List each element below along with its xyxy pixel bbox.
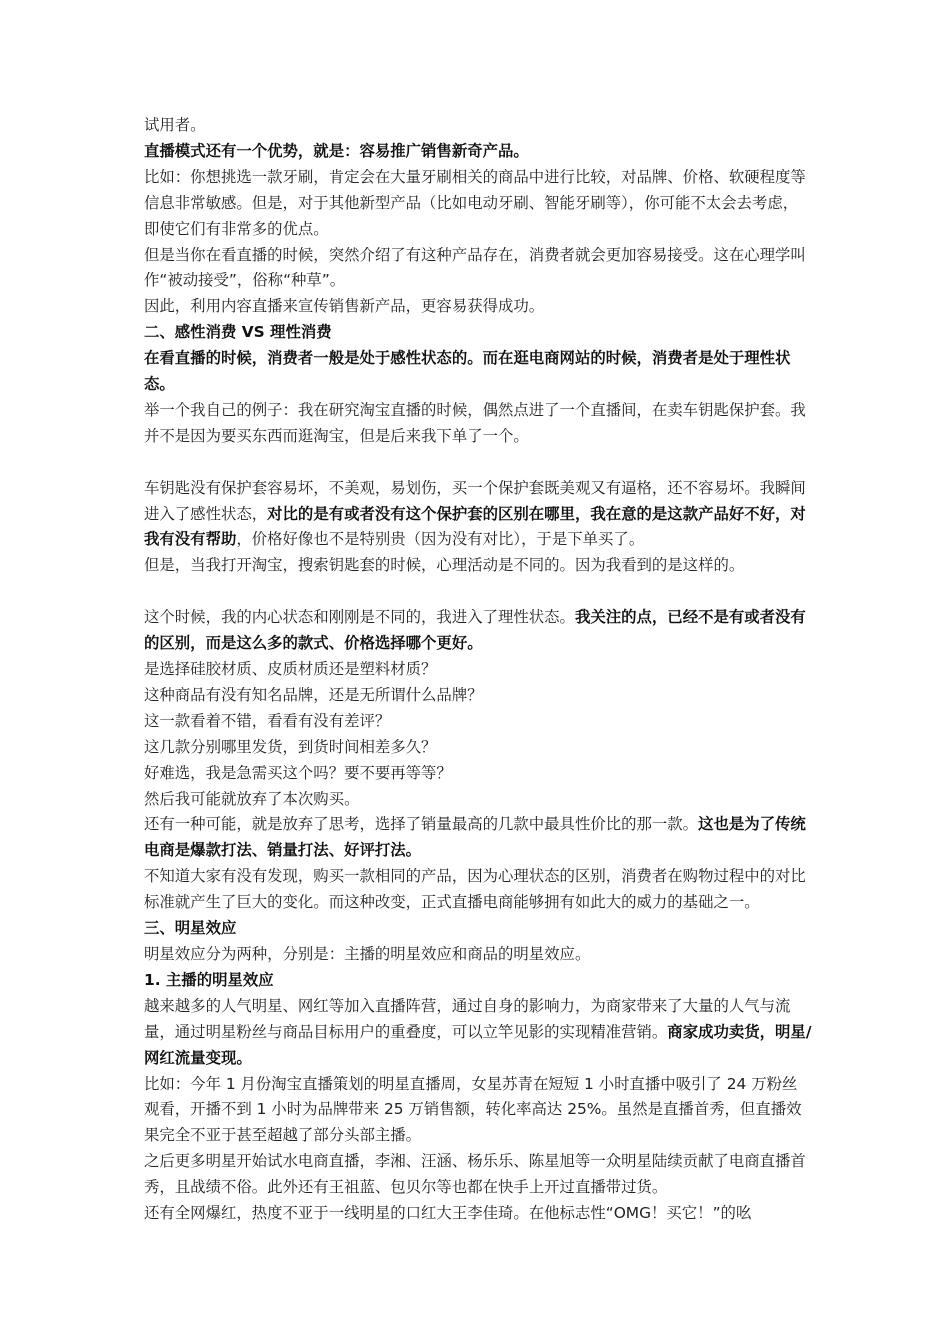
body-text: 试用者。 bbox=[144, 116, 206, 134]
body-text: 举一个我自己的例子：我在研究淘宝直播的时候，偶然点进了一个直播间，在卖车钥匙保护套。我并不是因为要买东西而逛淘宝，但是后来我下单了一个。 bbox=[144, 400, 806, 445]
bold-text: 三、明星效应 bbox=[144, 919, 237, 938]
body-text: 因此，利用内容直播来宣传销售新产品，更容易获得成功。 bbox=[144, 297, 545, 316]
bold-text: 商家成功卖货，明星/网红流量变现。 bbox=[144, 1022, 812, 1067]
paragraph bbox=[144, 735, 812, 761]
body-text: 好难选，我是急需买这个吗？要不要再等等？ bbox=[144, 763, 452, 782]
paragraph bbox=[144, 165, 812, 243]
body-text: 比如：你想挑选一款牙刷，肯定会在大量牙刷相关的商品中进行比较，对品牌、价格、软硬程度等信息非常敏感。但是，对于其他新型产品（比如电动牙刷、智能牙刷等），你可能不太会去考虑，即使它们有非常多的优点。 bbox=[144, 167, 806, 238]
paragraph bbox=[144, 994, 812, 1072]
paragraph bbox=[144, 398, 812, 450]
body-text: 还有一种可能，就是放弃了思考，选择了销量最高的几款中最具性价比的那一款。 bbox=[144, 815, 699, 834]
body-text: 这几款分别哪里发货，到货时间相差多久？ bbox=[144, 737, 437, 756]
paragraph bbox=[144, 761, 812, 787]
body-text: 不知道大家有没有发现，购买一款相同的产品，因为心理状态的区别，消费者在购物过程中的对比标准就产生了巨大的变化。而这种改变，正式直播电商能够拥有如此大的威力的基础之一。 bbox=[144, 867, 806, 912]
paragraph bbox=[144, 476, 812, 554]
paragraph bbox=[144, 709, 812, 735]
bold-text: 这也是为了传统电商是爆款打法、销量打法、好评打法。 bbox=[144, 815, 806, 860]
body-text: 这一款看着不错，看看有没有差评？ bbox=[144, 711, 391, 730]
paragraph bbox=[144, 320, 812, 346]
body-text: 这种商品有没有知名品牌，还是无所谓什么品牌？ bbox=[144, 685, 483, 704]
body-text: ，价格好像也不是特别贵（因为没有对比），于是下单买了。 bbox=[236, 530, 645, 549]
paragraph bbox=[144, 605, 812, 657]
paragraph bbox=[144, 942, 812, 968]
paragraph bbox=[144, 139, 812, 165]
paragraph bbox=[144, 113, 812, 139]
body-text: 这个时候，我的内心状态和刚刚是不同的，我进入了理性状态。 bbox=[144, 608, 575, 627]
body-text: 但是当你在看直播的时候，突然介绍了有这种产品存在，消费者就会更加容易接受。这在心理学叫作“被动接受”，俗称“种草”。 bbox=[144, 245, 806, 290]
blank-line bbox=[144, 579, 812, 605]
bold-text: 我关注的点，已经不是有或者没有的区别，而是这么多的款式、价格选择哪个更好。 bbox=[144, 608, 806, 653]
body-text: 然后我可能就放弃了本次购买。 bbox=[144, 789, 360, 808]
paragraph bbox=[144, 1072, 812, 1150]
paragraph bbox=[144, 812, 812, 864]
paragraph bbox=[144, 1201, 812, 1227]
blank-line bbox=[144, 450, 812, 476]
paragraph bbox=[144, 683, 812, 709]
bold-text: 1. 主播的明星效应 bbox=[144, 970, 274, 989]
body-text: 还有全网爆红，热度不亚于一线明星的口红大王李佳琦。在他标志性“OMG！买它！”的吆 bbox=[144, 1204, 752, 1223]
paragraph bbox=[144, 346, 812, 398]
paragraph bbox=[144, 916, 812, 942]
bold-text: 对比的是有或者没有这个保护套的区别在哪里，我在意的是这款产品好不好，对我有没有帮助 bbox=[144, 504, 806, 549]
bold-text: 直播模式还有一个优势，就是：容易推广销售新奇产品。 bbox=[144, 141, 529, 160]
body-text: 明星效应分为两种，分别是：主播的明星效应和商品的明星效应。 bbox=[144, 944, 591, 963]
bold-text: 二、感性消费 VS 理性消费 bbox=[144, 323, 332, 342]
paragraph bbox=[144, 864, 812, 916]
body-text: 车钥匙没有保护套容易坏，不美观，易划伤，买一个保护套既美观又有逼格，还不容易坏。我瞬间进入了感性状态， bbox=[144, 478, 806, 523]
paragraph bbox=[144, 657, 812, 683]
body-text: 但是，当我打开淘宝，搜索钥匙套的时候，心理活动是不同的。因为我看到的是这样的。 bbox=[144, 556, 745, 575]
paragraph bbox=[144, 294, 812, 320]
body-text: 越来越多的人气明星、网红等加入直播阵营，通过自身的影响力，为商家带来了大量的人气与流量，通过明星粉丝与商品目标用户的重叠度，可以立竿见影的实现精准营销。 bbox=[144, 996, 791, 1041]
paragraph bbox=[144, 787, 812, 813]
paragraph bbox=[144, 243, 812, 295]
document-body bbox=[144, 113, 812, 1227]
paragraph bbox=[144, 968, 812, 994]
body-text: 之后更多明星开始试水电商直播，李湘、汪涵、杨乐乐、陈星旭等一众明星陆续贡献了电商直播首秀，且战绩不俗。此外还有王祖蓝、包贝尔等也都在快手上开过直播带过货。 bbox=[144, 1152, 806, 1197]
body-text: 比如：今年 1 月份淘宝直播策划的明星直播周，女星苏青在短短 1 小时直播中吸引了 24 万粉丝观看，开播不到 1 小时为品牌带来 25 万销售额，转化率高达 25%。虽然是直播首秀，但直播效果完全不亚于甚至超越了部分头部主播。 bbox=[144, 1074, 802, 1145]
paragraph bbox=[144, 1149, 812, 1201]
paragraph bbox=[144, 553, 812, 579]
bold-text: 在看直播的时候，消费者一般是处于感性状态的。而在逛电商网站的时候，消费者是处于理性状态。 bbox=[144, 349, 791, 394]
body-text: 是选择硅胶材质、皮质材质还是塑料材质？ bbox=[144, 660, 437, 678]
